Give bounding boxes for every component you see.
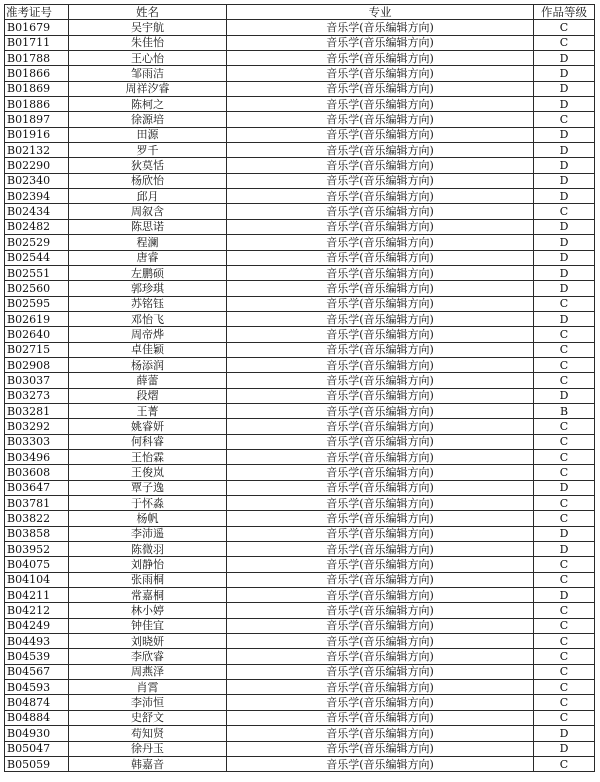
name-cell: 朱佳怡 xyxy=(69,35,227,50)
grade-cell: C xyxy=(534,618,595,633)
table-row xyxy=(5,741,595,756)
exam-id-cell: B02715 xyxy=(5,342,69,357)
name-cell: 周祥汐睿 xyxy=(69,81,227,96)
score-sheet xyxy=(4,4,594,772)
exam-id-cell: B02132 xyxy=(5,143,69,158)
exam-id-cell: B04493 xyxy=(5,634,69,649)
major-cell: 音乐学(音乐编辑方向) xyxy=(227,81,534,96)
name-cell: 唐睿 xyxy=(69,250,227,265)
table-row xyxy=(5,342,595,357)
exam-id-cell: B02595 xyxy=(5,296,69,311)
exam-id-cell: B03292 xyxy=(5,419,69,434)
grade-cell: C xyxy=(534,695,595,710)
grade-cell: D xyxy=(534,281,595,296)
table-row xyxy=(5,496,595,511)
name-cell: 肖霄 xyxy=(69,680,227,695)
name-cell: 邱月 xyxy=(69,189,227,204)
name-cell: 王俊岚 xyxy=(69,465,227,480)
name-cell: 徐丹玉 xyxy=(69,741,227,756)
name-cell: 狄莫恬 xyxy=(69,158,227,173)
grade-cell: D xyxy=(534,311,595,326)
exam-id-cell: B03303 xyxy=(5,434,69,449)
table-row xyxy=(5,296,595,311)
major-cell: 音乐学(音乐编辑方向) xyxy=(227,158,534,173)
grade-cell: C xyxy=(534,465,595,480)
table-row xyxy=(5,680,595,695)
grade-cell: C xyxy=(534,296,595,311)
major-cell: 音乐学(音乐编辑方向) xyxy=(227,235,534,250)
name-cell: 邓怡飞 xyxy=(69,311,227,326)
name-cell: 周帝烨 xyxy=(69,327,227,342)
major-cell: 音乐学(音乐编辑方向) xyxy=(227,480,534,495)
table-row xyxy=(5,357,595,372)
table-row xyxy=(5,189,595,204)
major-cell: 音乐学(音乐编辑方向) xyxy=(227,296,534,311)
grade-cell: C xyxy=(534,649,595,664)
exam-id-cell: B03952 xyxy=(5,542,69,557)
name-cell: 陈柯之 xyxy=(69,97,227,112)
grade-cell: C xyxy=(534,20,595,35)
table-row xyxy=(5,511,595,526)
exam-id-cell: B01679 xyxy=(5,20,69,35)
grade-cell: C xyxy=(534,373,595,388)
table-row xyxy=(5,66,595,81)
major-cell: 音乐学(音乐编辑方向) xyxy=(227,403,534,418)
exam-id-cell: B03822 xyxy=(5,511,69,526)
major-cell: 音乐学(音乐编辑方向) xyxy=(227,511,534,526)
exam-id-cell: B04874 xyxy=(5,695,69,710)
major-cell: 音乐学(音乐编辑方向) xyxy=(227,66,534,81)
table-row xyxy=(5,634,595,649)
table-row xyxy=(5,173,595,188)
exam-id-cell: B05047 xyxy=(5,741,69,756)
name-cell: 杨添润 xyxy=(69,357,227,372)
table-row xyxy=(5,204,595,219)
major-cell: 音乐学(音乐编辑方向) xyxy=(227,572,534,587)
table-row xyxy=(5,35,595,50)
table-row xyxy=(5,20,595,35)
grade-cell: D xyxy=(534,588,595,603)
grade-cell: D xyxy=(534,526,595,541)
major-cell: 音乐学(音乐编辑方向) xyxy=(227,526,534,541)
major-cell: 音乐学(音乐编辑方向) xyxy=(227,373,534,388)
major-cell: 音乐学(音乐编辑方向) xyxy=(227,204,534,219)
table-row xyxy=(5,311,595,326)
exam-id-cell: B04075 xyxy=(5,557,69,572)
exam-id-cell: B03858 xyxy=(5,526,69,541)
exam-id-cell: B04211 xyxy=(5,588,69,603)
exam-id-cell: B04884 xyxy=(5,710,69,725)
table-row xyxy=(5,603,595,618)
table-row xyxy=(5,465,595,480)
header-name: 姓名 xyxy=(69,5,227,20)
grade-cell: C xyxy=(534,112,595,127)
grade-cell: D xyxy=(534,250,595,265)
major-cell: 音乐学(音乐编辑方向) xyxy=(227,265,534,280)
name-cell: 钟佳宜 xyxy=(69,618,227,633)
grade-cell: C xyxy=(534,204,595,219)
table-row xyxy=(5,726,595,741)
major-cell: 音乐学(音乐编辑方向) xyxy=(227,112,534,127)
exam-id-cell: B02640 xyxy=(5,327,69,342)
name-cell: 陈思诺 xyxy=(69,219,227,234)
table-row xyxy=(5,158,595,173)
major-cell: 音乐学(音乐编辑方向) xyxy=(227,449,534,464)
exam-id-cell: B01916 xyxy=(5,127,69,142)
grade-cell: C xyxy=(534,680,595,695)
exam-id-cell: B01897 xyxy=(5,112,69,127)
exam-id-cell: B02529 xyxy=(5,235,69,250)
grade-cell: D xyxy=(534,97,595,112)
major-cell: 音乐学(音乐编辑方向) xyxy=(227,250,534,265)
major-cell: 音乐学(音乐编辑方向) xyxy=(227,680,534,695)
table-row xyxy=(5,419,595,434)
exam-id-cell: B03647 xyxy=(5,480,69,495)
name-cell: 王怡霖 xyxy=(69,449,227,464)
grade-cell: C xyxy=(534,756,595,771)
grade-cell: C xyxy=(534,327,595,342)
major-cell: 音乐学(音乐编辑方向) xyxy=(227,51,534,66)
major-cell: 音乐学(音乐编辑方向) xyxy=(227,557,534,572)
name-cell: 王心怡 xyxy=(69,51,227,66)
table-row xyxy=(5,281,595,296)
major-cell: 音乐学(音乐编辑方向) xyxy=(227,726,534,741)
header-exam-id: 准考证号 xyxy=(5,5,69,20)
table-row xyxy=(5,434,595,449)
name-cell: 常嘉桐 xyxy=(69,588,227,603)
name-cell: 罗千 xyxy=(69,143,227,158)
major-cell: 音乐学(音乐编辑方向) xyxy=(227,342,534,357)
name-cell: 段熠 xyxy=(69,388,227,403)
major-cell: 音乐学(音乐编辑方向) xyxy=(227,173,534,188)
table-row xyxy=(5,449,595,464)
exam-id-cell: B02290 xyxy=(5,158,69,173)
major-cell: 音乐学(音乐编辑方向) xyxy=(227,634,534,649)
table-row xyxy=(5,327,595,342)
grade-cell: D xyxy=(534,81,595,96)
major-cell: 音乐学(音乐编辑方向) xyxy=(227,419,534,434)
major-cell: 音乐学(音乐编辑方向) xyxy=(227,311,534,326)
major-cell: 音乐学(音乐编辑方向) xyxy=(227,35,534,50)
table-row xyxy=(5,756,595,771)
name-cell: 邹雨洁 xyxy=(69,66,227,81)
name-cell: 覃子逸 xyxy=(69,480,227,495)
exam-id-cell: B02544 xyxy=(5,250,69,265)
exam-id-cell: B03281 xyxy=(5,403,69,418)
name-cell: 刘晓妍 xyxy=(69,634,227,649)
exam-id-cell: B04930 xyxy=(5,726,69,741)
exam-id-cell: B02619 xyxy=(5,311,69,326)
grade-cell: D xyxy=(534,158,595,173)
major-cell: 音乐学(音乐编辑方向) xyxy=(227,97,534,112)
table-row xyxy=(5,526,595,541)
exam-id-cell: B03496 xyxy=(5,449,69,464)
table-row xyxy=(5,373,595,388)
table-row xyxy=(5,250,595,265)
name-cell: 史舒文 xyxy=(69,710,227,725)
major-cell: 音乐学(音乐编辑方向) xyxy=(227,756,534,771)
table-row xyxy=(5,618,595,633)
grade-cell: D xyxy=(534,235,595,250)
name-cell: 杨欣怡 xyxy=(69,173,227,188)
grade-cell: B xyxy=(534,403,595,418)
major-cell: 音乐学(音乐编辑方向) xyxy=(227,143,534,158)
exam-id-cell: B03273 xyxy=(5,388,69,403)
grade-cell: D xyxy=(534,741,595,756)
major-cell: 音乐学(音乐编辑方向) xyxy=(227,695,534,710)
header-major: 专业 xyxy=(227,5,534,20)
exam-id-cell: B04249 xyxy=(5,618,69,633)
grade-cell: C xyxy=(534,557,595,572)
grade-cell: C xyxy=(534,572,595,587)
exam-id-cell: B04212 xyxy=(5,603,69,618)
grade-cell: C xyxy=(534,664,595,679)
grade-cell: C xyxy=(534,634,595,649)
grade-cell: C xyxy=(534,357,595,372)
grade-cell: C xyxy=(534,449,595,464)
exam-id-cell: B01788 xyxy=(5,51,69,66)
exam-id-cell: B01711 xyxy=(5,35,69,50)
name-cell: 周燕泽 xyxy=(69,664,227,679)
grade-cell: D xyxy=(534,51,595,66)
table-row xyxy=(5,265,595,280)
table-row xyxy=(5,664,595,679)
major-cell: 音乐学(音乐编辑方向) xyxy=(227,327,534,342)
table-row xyxy=(5,112,595,127)
grade-cell: D xyxy=(534,542,595,557)
grade-cell: D xyxy=(534,480,595,495)
grade-cell: C xyxy=(534,511,595,526)
name-cell: 徐源培 xyxy=(69,112,227,127)
exam-id-cell: B02560 xyxy=(5,281,69,296)
name-cell: 陈微羽 xyxy=(69,542,227,557)
name-cell: 李沛遥 xyxy=(69,526,227,541)
name-cell: 于怀淼 xyxy=(69,496,227,511)
exam-id-cell: B02340 xyxy=(5,173,69,188)
table-row xyxy=(5,143,595,158)
grade-cell: C xyxy=(534,35,595,50)
table-body xyxy=(5,20,595,772)
exam-id-cell: B04593 xyxy=(5,680,69,695)
name-cell: 苏铭钰 xyxy=(69,296,227,311)
exam-id-cell: B03608 xyxy=(5,465,69,480)
table-row xyxy=(5,97,595,112)
exam-id-cell: B04567 xyxy=(5,664,69,679)
name-cell: 卓佳颖 xyxy=(69,342,227,357)
major-cell: 音乐学(音乐编辑方向) xyxy=(227,281,534,296)
name-cell: 韩嘉音 xyxy=(69,756,227,771)
name-cell: 周叙含 xyxy=(69,204,227,219)
major-cell: 音乐学(音乐编辑方向) xyxy=(227,127,534,142)
name-cell: 刘静怡 xyxy=(69,557,227,572)
major-cell: 音乐学(音乐编辑方向) xyxy=(227,189,534,204)
major-cell: 音乐学(音乐编辑方向) xyxy=(227,741,534,756)
grade-cell: C xyxy=(534,603,595,618)
major-cell: 音乐学(音乐编辑方向) xyxy=(227,20,534,35)
name-cell: 杨帆 xyxy=(69,511,227,526)
table-row xyxy=(5,403,595,418)
major-cell: 音乐学(音乐编辑方向) xyxy=(227,603,534,618)
name-cell: 王菁 xyxy=(69,403,227,418)
major-cell: 音乐学(音乐编辑方向) xyxy=(227,664,534,679)
grade-cell: D xyxy=(534,388,595,403)
name-cell: 李欣睿 xyxy=(69,649,227,664)
name-cell: 李沛恒 xyxy=(69,695,227,710)
name-cell: 左鹏硕 xyxy=(69,265,227,280)
exam-id-cell: B01866 xyxy=(5,66,69,81)
major-cell: 音乐学(音乐编辑方向) xyxy=(227,618,534,633)
major-cell: 音乐学(音乐编辑方向) xyxy=(227,357,534,372)
grade-cell: C xyxy=(534,710,595,725)
exam-id-cell: B02482 xyxy=(5,219,69,234)
major-cell: 音乐学(音乐编辑方向) xyxy=(227,219,534,234)
grade-cell: D xyxy=(534,127,595,142)
table-row xyxy=(5,219,595,234)
exam-id-cell: B01886 xyxy=(5,97,69,112)
grade-cell: D xyxy=(534,143,595,158)
grade-cell: D xyxy=(534,173,595,188)
name-cell: 郭珍琪 xyxy=(69,281,227,296)
major-cell: 音乐学(音乐编辑方向) xyxy=(227,434,534,449)
name-cell: 苟知贤 xyxy=(69,726,227,741)
major-cell: 音乐学(音乐编辑方向) xyxy=(227,496,534,511)
header-row xyxy=(5,5,595,20)
major-cell: 音乐学(音乐编辑方向) xyxy=(227,465,534,480)
name-cell: 林小婷 xyxy=(69,603,227,618)
major-cell: 音乐学(音乐编辑方向) xyxy=(227,588,534,603)
table-row xyxy=(5,127,595,142)
results-table xyxy=(4,4,595,772)
exam-id-cell: B02394 xyxy=(5,189,69,204)
grade-cell: D xyxy=(534,66,595,81)
exam-id-cell: B01869 xyxy=(5,81,69,96)
table-row xyxy=(5,235,595,250)
name-cell: 姚睿妍 xyxy=(69,419,227,434)
exam-id-cell: B03037 xyxy=(5,373,69,388)
exam-id-cell: B02908 xyxy=(5,357,69,372)
grade-cell: C xyxy=(534,419,595,434)
exam-id-cell: B05059 xyxy=(5,756,69,771)
table-row xyxy=(5,81,595,96)
grade-cell: D xyxy=(534,219,595,234)
table-row xyxy=(5,572,595,587)
major-cell: 音乐学(音乐编辑方向) xyxy=(227,388,534,403)
table-row xyxy=(5,649,595,664)
table-row xyxy=(5,557,595,572)
grade-cell: D xyxy=(534,189,595,204)
table-row xyxy=(5,588,595,603)
name-cell: 何科睿 xyxy=(69,434,227,449)
header-grade: 作品等级 xyxy=(534,5,595,20)
exam-id-cell: B02434 xyxy=(5,204,69,219)
name-cell: 吴宇航 xyxy=(69,20,227,35)
exam-id-cell: B03781 xyxy=(5,496,69,511)
name-cell: 程澜 xyxy=(69,235,227,250)
name-cell: 张雨桐 xyxy=(69,572,227,587)
table-row xyxy=(5,710,595,725)
grade-cell: C xyxy=(534,434,595,449)
grade-cell: C xyxy=(534,496,595,511)
major-cell: 音乐学(音乐编辑方向) xyxy=(227,710,534,725)
table-row xyxy=(5,480,595,495)
major-cell: 音乐学(音乐编辑方向) xyxy=(227,542,534,557)
name-cell: 田源 xyxy=(69,127,227,142)
grade-cell: D xyxy=(534,726,595,741)
table-row xyxy=(5,542,595,557)
exam-id-cell: B04539 xyxy=(5,649,69,664)
major-cell: 音乐学(音乐编辑方向) xyxy=(227,649,534,664)
table-row xyxy=(5,695,595,710)
exam-id-cell: B02551 xyxy=(5,265,69,280)
name-cell: 薛蕾 xyxy=(69,373,227,388)
grade-cell: C xyxy=(534,342,595,357)
grade-cell: D xyxy=(534,265,595,280)
table-row xyxy=(5,51,595,66)
exam-id-cell: B04104 xyxy=(5,572,69,587)
table-row xyxy=(5,388,595,403)
